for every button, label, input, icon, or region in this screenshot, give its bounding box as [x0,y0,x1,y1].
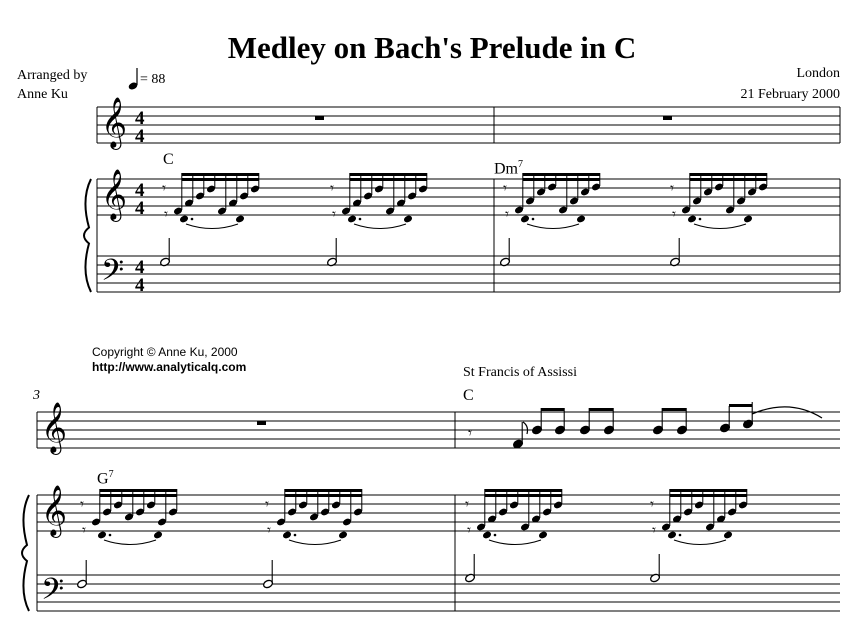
dot [359,218,362,221]
beam [670,489,747,492]
eighth-rest: 𝄾 [652,523,656,539]
eighth-rest: 𝄾 [670,181,674,197]
piano-bass-staff [97,256,840,292]
dot [679,534,682,537]
note-head [667,530,677,539]
eighth-rest: 𝄾 [80,497,84,513]
date-label: 21 February 2000 [740,87,840,102]
beam [350,173,427,176]
eighth-rest: 𝄾 [330,181,334,197]
arranger-label: Arranged by [17,68,88,83]
chord-symbol-g7: $G^7$ [97,469,114,488]
chord-symbol-c-section: C [463,387,474,404]
note-head [687,214,697,223]
beam [100,489,177,492]
beam [485,494,562,497]
time-signature-top: 4 [135,108,145,129]
dot [294,534,297,537]
beam [182,178,259,181]
time-signature-top: 4 [135,180,145,201]
beam [523,178,600,181]
beam [285,494,362,497]
beam [485,489,562,492]
note-head [403,214,413,223]
dot [699,218,702,221]
beam [285,489,362,492]
bass-clef-icon: 𝄢 [101,254,125,295]
tie [104,540,156,545]
beam [589,408,613,411]
beam [662,408,686,411]
tie [489,540,541,545]
website-url[interactable]: http://www.analyticalq.com [92,360,247,374]
note-head [153,530,163,539]
note-head [338,530,348,539]
tie [289,540,341,545]
note-head [520,214,530,223]
beam [690,173,767,176]
eighth-rest: 𝄾 [332,207,336,223]
beam [100,494,177,497]
beam [541,408,564,411]
time-signature-bottom: 4 [135,198,145,219]
section-label: St Francis of Assissi [463,365,577,380]
eighth-rest: 𝄾 [265,497,269,513]
whole-rest [663,116,672,120]
piano-treble-staff-2 [37,495,840,531]
eighth-rest: 𝄾 [650,497,654,513]
note-head [235,214,245,223]
brace-2 [22,495,29,611]
tie [186,224,238,229]
eighth-rest: 𝄾 [465,497,469,513]
note-head [179,214,189,223]
beam [350,178,427,181]
whole-rest [257,421,266,425]
time-signature-top: 4 [135,257,145,278]
beam [670,494,747,497]
note-head [538,530,548,539]
score-title: Medley on Bach's Prelude in C [227,30,637,65]
chord-symbol-dm7: Dm$^7$ [494,159,523,178]
dot [109,534,112,537]
vocal-staff [97,107,840,143]
beam [690,178,767,181]
note-head [723,530,733,539]
tie [527,224,579,229]
eighth-rest: 𝄾 [162,181,166,197]
eighth-rest: 𝄾 [503,181,507,197]
note-head [482,530,492,539]
treble-clef-icon: 𝄞 [101,169,128,220]
dot [494,534,497,537]
vocal-staff-2 [37,412,840,448]
note-head [576,214,586,223]
eighth-rest: 𝄾 [82,523,86,539]
time-signature-bottom: 4 [135,275,145,296]
brace [84,179,91,292]
note-head [347,214,357,223]
dot [191,218,194,221]
dot [532,218,535,221]
copyright-notice: Copyright © Anne Ku, 2000 [92,345,238,359]
system-1 [84,97,840,296]
tie [674,540,726,545]
time-signature-bottom: 4 [135,126,145,147]
tie [354,224,406,229]
note-head [97,530,107,539]
tie [694,224,746,229]
quarter-note-icon [128,68,139,91]
eighth-rest: 𝄾 [468,426,472,442]
chord-symbol-c: C [163,151,174,168]
treble-clef-icon: 𝄞 [41,402,68,453]
location-label: London [796,66,840,81]
beam [182,173,259,176]
note-head [282,530,292,539]
eighth-rest: 𝄾 [164,207,168,223]
note-head [743,214,753,223]
eighth-rest: 𝄾 [505,207,509,223]
tempo-marking: = 88 [140,72,166,87]
arranger-name: Anne Ku [17,87,68,102]
measure-number: 3 [33,388,40,403]
system-2 [22,402,840,614]
treble-clef-icon: 𝄞 [101,97,128,148]
bass-clef-icon: 𝄢 [41,573,65,614]
treble-clef-icon: 𝄞 [41,485,68,536]
piano-bass-staff-2 [37,575,840,611]
note-flag [523,422,528,434]
eighth-rest: 𝄾 [672,207,676,223]
eighth-rest: 𝄾 [467,523,471,539]
whole-rest [315,116,324,120]
beam [729,404,752,407]
eighth-rest: 𝄾 [267,523,271,539]
beam [523,173,600,176]
